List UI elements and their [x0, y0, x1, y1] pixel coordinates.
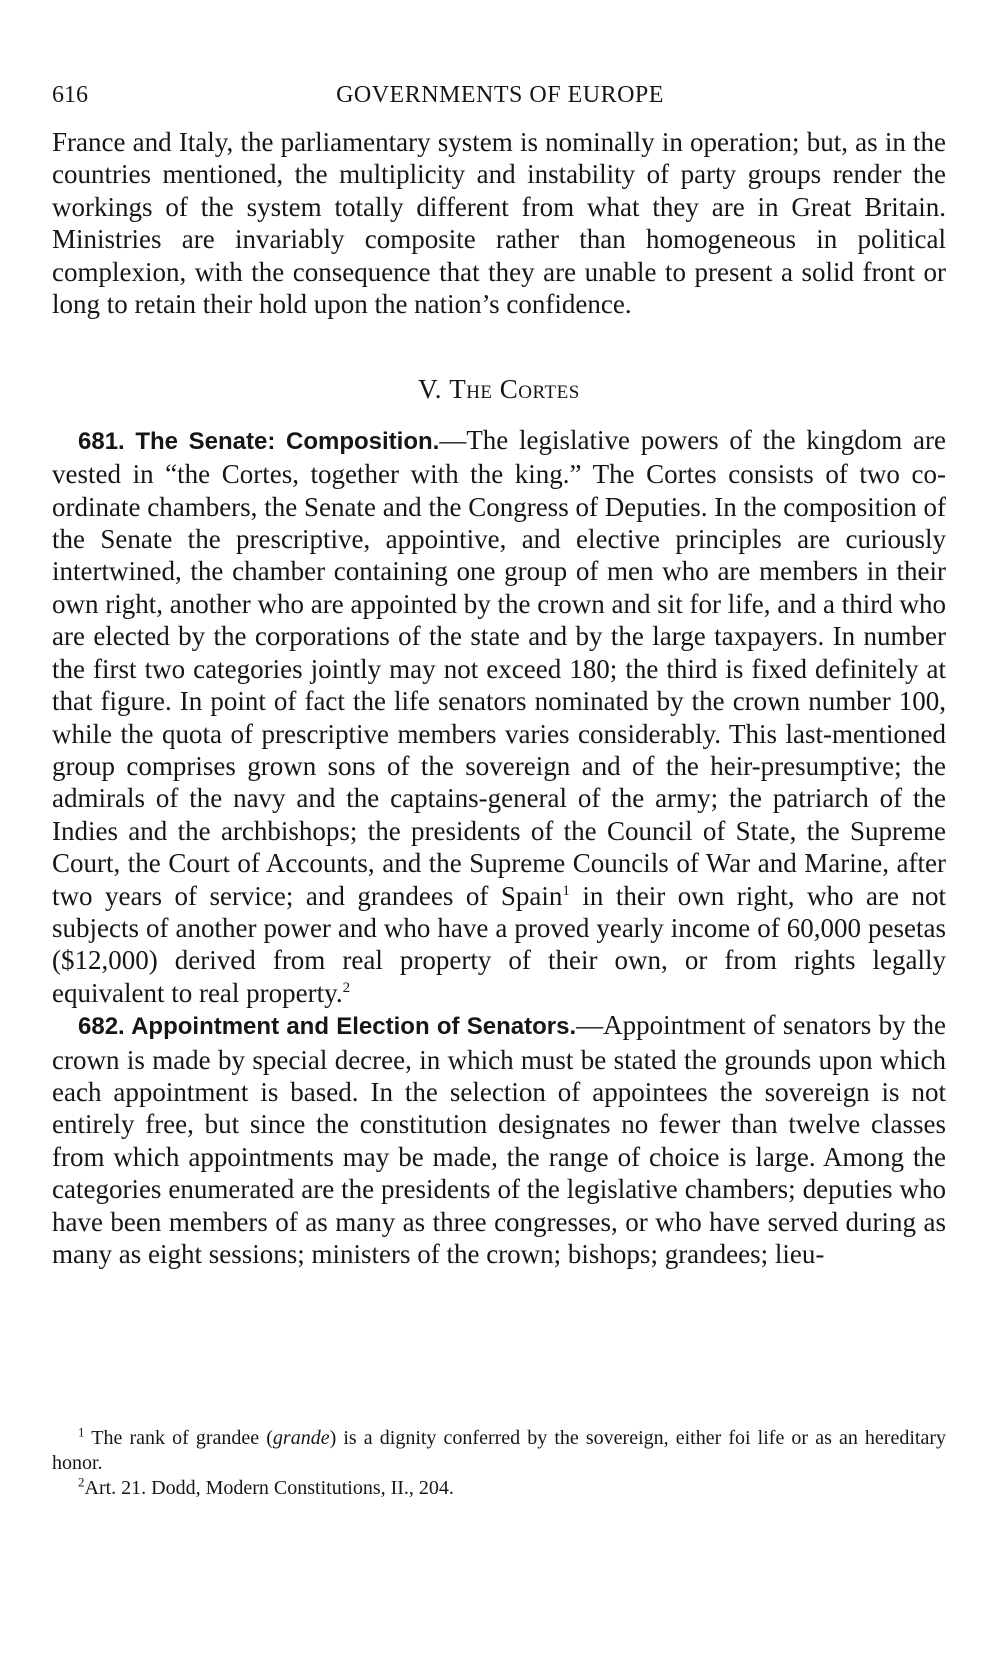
intro-paragraph: France and Italy, the parliamentary system is nominally in operation; but, as in the countries mentioned, the multiplicity and instability of party groups render the workings of the system totally different from what they are in Great Britain. Ministries are invariably composite rather than homogeneous in political complexion, with the consequence that they are unable to present a solid front or long to retain their hold upon the nation’s confidence.	[52, 127, 946, 320]
footnote-2-marker: 2	[78, 1474, 85, 1490]
footnote-1-marker: 1	[78, 1424, 85, 1440]
running-head	[52, 78, 948, 112]
section-numeral: V.	[418, 374, 442, 405]
section-heading	[52, 373, 946, 405]
section-title: The Cortes	[449, 374, 580, 405]
paragraph-681-text-a: —The legislative powers of the kingdom are vested in “the Cortes, together with the king.” The Cortes consists of two co-ordinate chambers, the Senate and the Congress of Deputies. In the composition of the Senate the prescriptive, appointive, and elective principles are curiously intertwined, the chamber containing one group of men who are members in their own right, another who are appointed by the crown and sit for life, and a third who are elected by the corporations of the state and by the large taxpayers. In number the first two categories jointly may not exceed 180; the third is fixed definitely at that figure. In point of fact the life senators nominated by the crown number 100, while the quota of prescriptive members varies considerably. This last-mentioned group comprises grown sons of the sovereign and of the heir-presumptive; the admirals of the navy and the captains-general of the army; the patriarch of the Indies and the archbishops; the presidents of the Council of State, the Supreme Court, the Court of Accounts, and the Supreme Councils of War and Marine, after two years of service; and grandees of Spain	[52, 424, 946, 911]
footnote-1-text-a: The rank of grandee (	[91, 1427, 273, 1449]
paragraph-681-text-b: in their own right, who are not subjects of another power and who have a proved yearly income of 60,000 pesetas ($12,000) derived from real property of their own, or from rights legally equivalent to real property.	[52, 880, 946, 1008]
paragraph-682-text: —Appointment of senators by the crown is made by special decree, in which must be stated the grounds upon which each appointment is based. In the selection of appointees the sovereign is not entirely free, but since the constitution designates no fewer than twelve classes from which appointments may be made, the range of choice is large. Among the categories enumerated are the presidents of the legislative chambers; deputies who have been members of as many as three congresses, or who have served during as many as eight sessions; ministers of the crown; bishops; grandees; lieu-	[52, 1010, 946, 1269]
footnote-1	[52, 1426, 946, 1476]
paragraph-681-heading: 681. The Senate: Composition.	[78, 427, 440, 455]
footnote-ref-2[interactable]: 2	[342, 979, 351, 996]
body-text	[52, 126, 946, 1270]
footnote-2-text: Art. 21. Dodd, Modern Constitutions, II., 204.	[84, 1477, 454, 1499]
paragraph-682	[52, 1009, 946, 1270]
footnotes	[52, 1426, 946, 1501]
page-number: 616	[52, 82, 88, 108]
running-title: GOVERNMENTS OF EUROPE	[336, 82, 664, 108]
footnote-2	[52, 1476, 946, 1501]
paragraph-681	[52, 424, 946, 1009]
paragraph-682-heading: 682. Appointment and Election of Senators.	[78, 1013, 577, 1041]
footnote-ref-1[interactable]: 1	[562, 882, 570, 899]
footnote-1-text-b: ) is a dignity conferred by the sovereign, either foi life or as an hereditary honor.	[52, 1427, 946, 1474]
footnote-1-italic: grande	[272, 1427, 330, 1449]
